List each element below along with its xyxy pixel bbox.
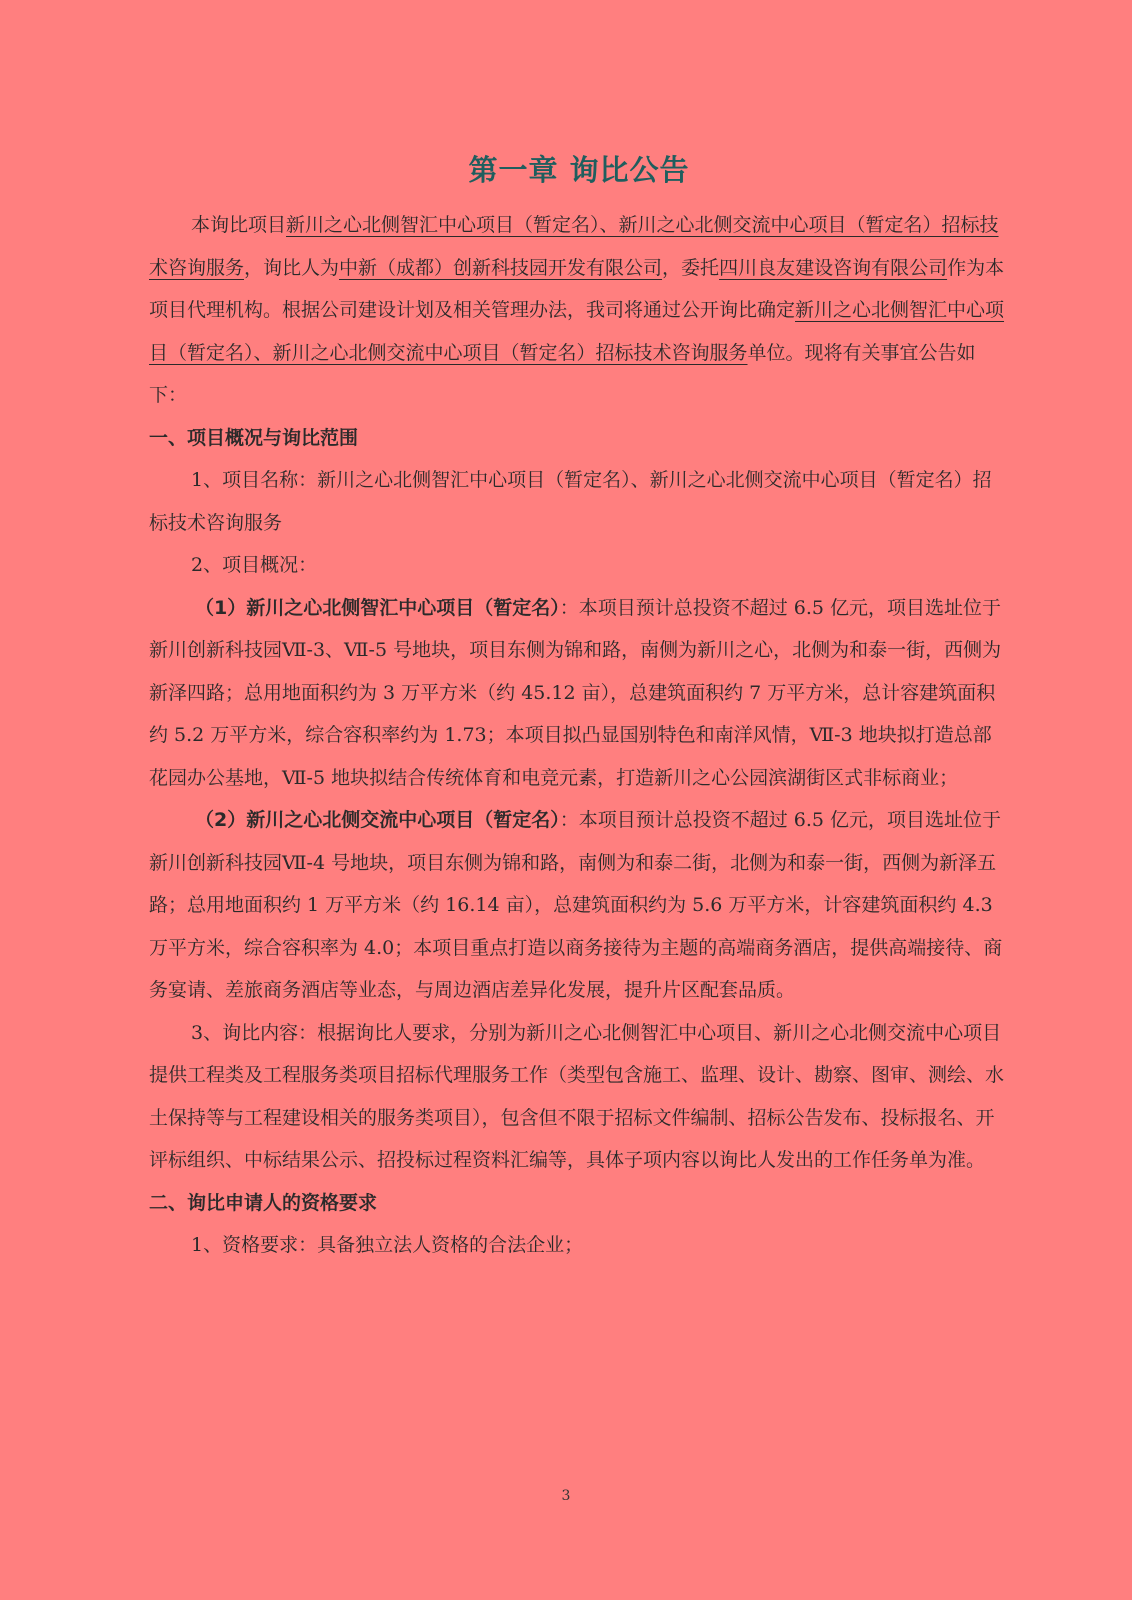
document-page	[149, 140, 1009, 1267]
agent-name-underlined: 四川良友建设咨询有限公司	[719, 256, 948, 279]
project-name-underlined: 新川之心北侧智汇中心项目（暂定名）、新川之心北侧交流中心项目（暂定名）招标技术咨询服务	[149, 214, 999, 279]
intro-text-4: 作为本项目代理机构。根据公司建设计划及相关管理办法，我司将通过公开询比确定	[149, 256, 1005, 321]
intro-text-3: ，委托	[662, 256, 720, 279]
intro-text-1: 本询比项目	[191, 214, 287, 236]
intro-text-5: 单位。现将有关事宜公告如下：	[149, 341, 976, 406]
intro-paragraph	[149, 204, 1009, 417]
sub-project-2-text: ：本项目预计总投资不超过 6.5 亿元，项目选址位于新川创新科技园Ⅶ-4 号地块，项目东侧为锦和路，南侧为和泰二街，北侧为和泰一街，西侧为新泽五路；总用地面积约 1 万平方米（约 16.14 亩），总建筑面积约为 5.6 万平方米，计容建筑面积约 4.3 万平方米，综合容积率为 4.0；本项目重点打造以商务接待为主题的高端商务酒店，提供高端接待、商务宴请、差旅商务酒店等业态，与周边酒店差异化发展，提升片区配套品质。	[149, 809, 1003, 1001]
project-overview-item: 2、项目概况：	[191, 554, 318, 576]
qualification-item: 1、资格要求：具备独立法人资格的合法企业；	[191, 1234, 584, 1256]
sub-project-1	[149, 587, 1009, 800]
sub-project-2	[149, 799, 1009, 1012]
section-heading-1: 一、项目概况与询比范围	[149, 426, 359, 449]
chapter-title: 第一章 询比公告	[468, 153, 690, 187]
sub-project-2-title: （2）新川之心北侧交流中心项目（暂定名）	[195, 809, 560, 831]
page-number: 3	[561, 1488, 571, 1504]
project-name-underlined-2: 新川之心北侧智汇中心项目（暂定名）、新川之心北侧交流中心项目（暂定名）招标技术咨询服务	[149, 299, 1005, 364]
sub-project-1-text: ：本项目预计总投资不超过 6.5 亿元，项目选址位于新川创新科技园Ⅶ-3、Ⅶ-5 号地块，项目东侧为锦和路，南侧为新川之心，北侧为和泰一街，西侧为新泽四路；总用地面积约为 3 万平方米（约 45.12 亩），总建筑面积约 7 万平方米，总计容建筑面积约 5.2 万平方米，综合容积率约为 1.73；本项目拟凸显国别特色和南洋风情，Ⅶ-3 地块拟打造总部花园办公基地，Ⅶ-5 地块拟结合传统体育和电竞元素，打造新川之心公园滨湖街区式非标商业；	[149, 596, 1002, 789]
section-heading-2: 二、询比申请人的资格要求	[149, 1191, 378, 1214]
sub-project-1-title: （1）新川之心北侧智汇中心项目（暂定名）	[195, 596, 560, 619]
client-name-underlined: 中新（成都）创新科技园开发有限公司	[339, 256, 663, 279]
intro-text-2: ，询比人为	[244, 256, 340, 279]
inquiry-content-item: 3、询比内容：根据询比人要求，分别为新川之心北侧智汇中心项目、新川之心北侧交流中心项目提供工程类及工程服务类项目招标代理服务工作（类型包含施工、监理、设计、勘察、图审、测绘、水土保持等与工程建设相关的服务类项目），包含但不限于招标文件编制、招标公告发布、投标报名、开评标组织、中标结果公示、招投标过程资料汇编等，具体子项内容以询比人发出的工作任务单为准。	[149, 1021, 1005, 1171]
project-name-item: 1、项目名称：新川之心北侧智汇中心项目（暂定名）、新川之心北侧交流中心项目（暂定名）招标技术咨询服务	[149, 469, 992, 534]
